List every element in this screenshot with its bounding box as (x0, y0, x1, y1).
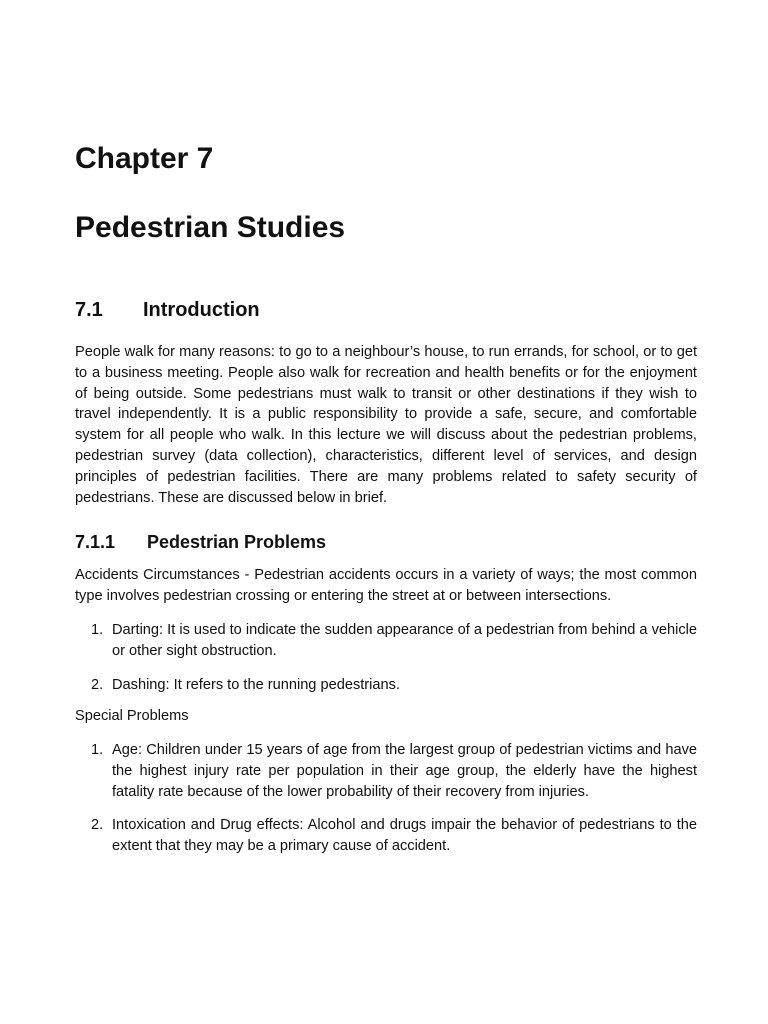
section-number: 7.1 (75, 299, 103, 321)
section-heading-introduction (75, 297, 260, 323)
list-marker: 1. (91, 742, 104, 758)
subsection-number: 7.1.1 (75, 532, 116, 552)
special-problems-label: Special Problems (75, 708, 189, 724)
chapter-title: Pedestrian Studies (75, 211, 346, 244)
list-marker: 1. (91, 622, 104, 638)
list-marker: 2. (91, 817, 104, 834)
introduction-paragraph: People walk for many reasons: to go to a neighbour’s house, to run errands, for school, or to get to a business meeting. People also walk for recreation and health benefits or for the enjoyment of being outside. Some pedestrians must walk to transit or other destinations if they wish to travel independently. It is a public responsibility to provide a safe, secure, and comfortable system for all people who walk. In this lecture we will discuss about the pedestrian problems, pedestrian survey (data collection), characteristics, different level of services, and design principles of pedestrian facilities. There are many problems related to safety security of pedestrians. These are discussed below in brief. (75, 344, 697, 506)
list-item-text: Dashing: It refers to the running pedestrians. (112, 676, 400, 693)
section-title: Introduction (143, 299, 260, 321)
accidents-paragraph: Accidents Circumstances - Pedestrian accidents occurs in a variety of ways; the most common type involves pedestrian crossing or entering the street at or between intersections. (75, 567, 697, 604)
chapter-label: Chapter 7 (75, 142, 214, 175)
list-item-text: Age: Children under 15 years of age from the largest group of pedestrian victims and have the highest injury rate per population in their age group, the elderly have the highest fatality rate because of the lower probability of their recovery from injuries. (112, 742, 697, 800)
section-heading-pedestrian-problems (75, 529, 326, 555)
subsection-title: Pedestrian Problems (147, 532, 327, 552)
list-item (75, 620, 697, 662)
list-item (75, 740, 697, 802)
list-marker: 2. (91, 676, 104, 693)
list-item-text: Darting: It is used to indicate the sudden appearance of a pedestrian from behind a vehicle or other sight obstruction. (112, 622, 697, 659)
accident-types-list (75, 620, 697, 695)
special-problems-list (75, 740, 697, 857)
list-item-text: Intoxication and Drug effects: Alcohol and drugs impair the behavior of pedestrians to the extent that they may be a primary cause of accident. (112, 817, 697, 855)
list-item (75, 675, 697, 696)
list-item (75, 815, 697, 857)
